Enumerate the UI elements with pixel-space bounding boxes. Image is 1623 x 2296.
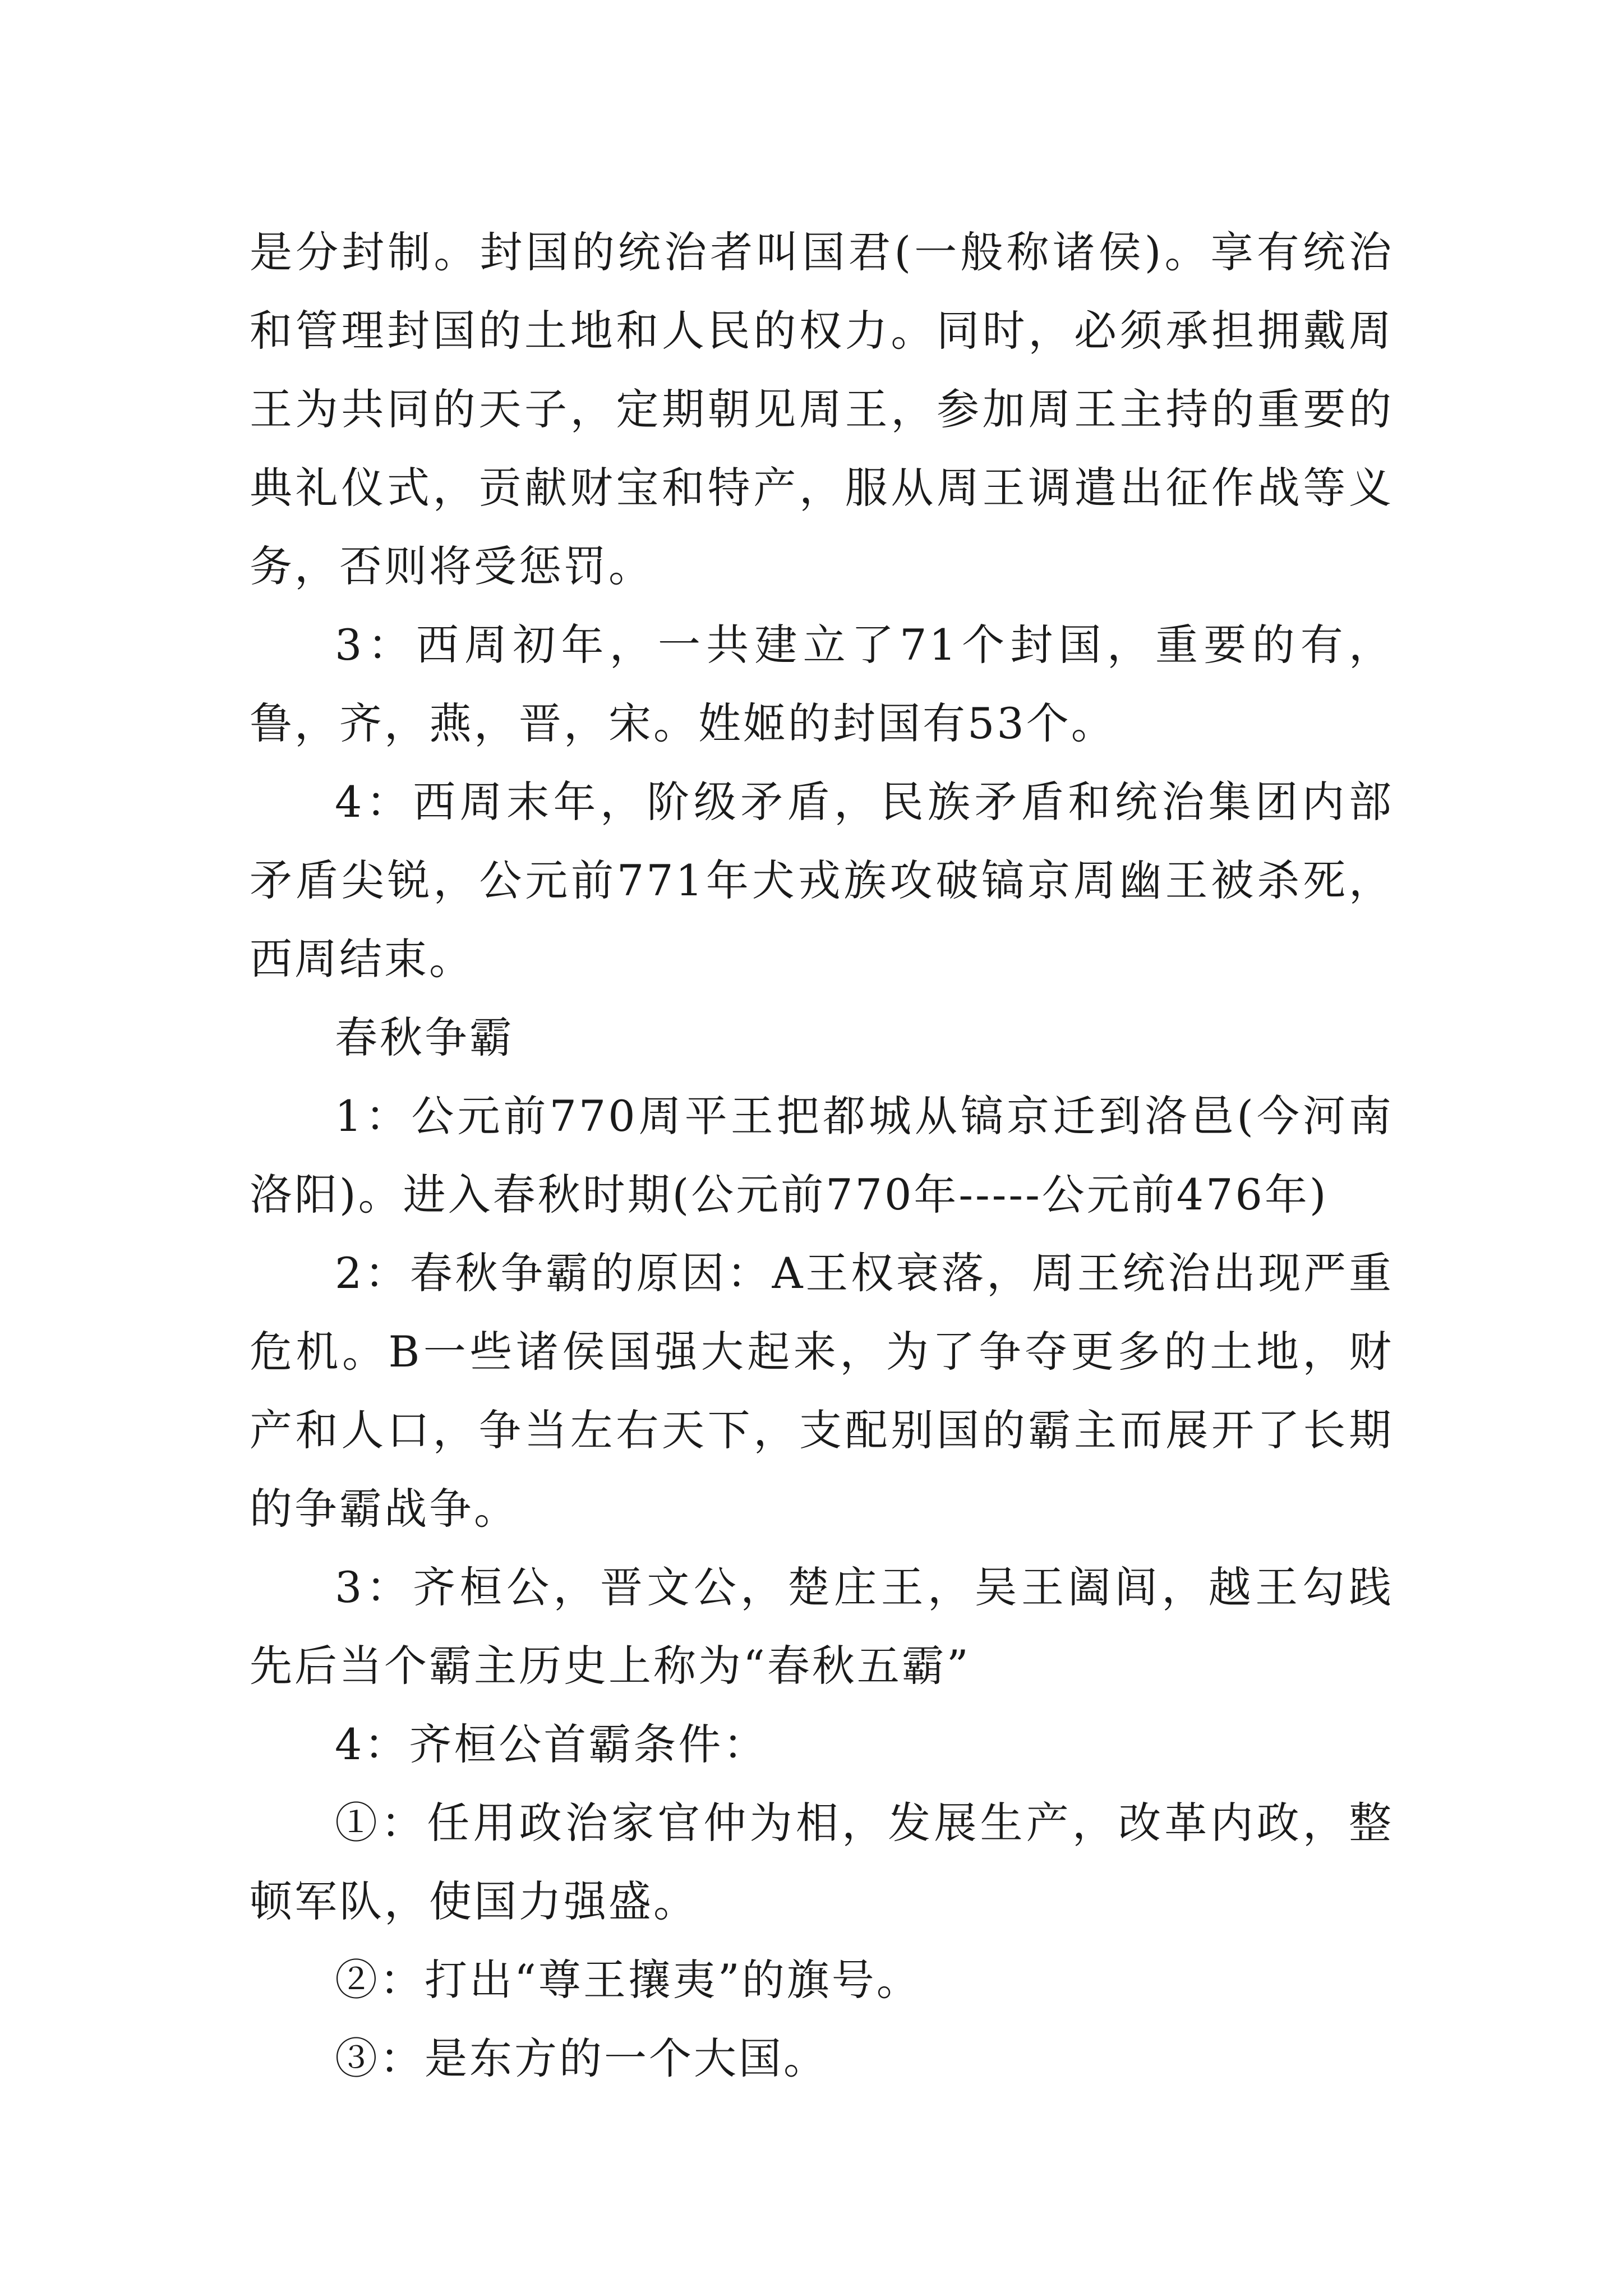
document-body bbox=[250, 213, 1394, 2098]
paragraph-hegemony-causes: 2：春秋争霸的原因：A王权衰落，周王统治出现严重危机。B一些诸侯国强大起来，为了争夺更多的土地，财产和人口，争当左右天下，支配别国的霸主而展开了长期的争霸战争。 bbox=[250, 1248, 1394, 1534]
section-heading-spring-autumn: 春秋争霸 bbox=[335, 1013, 514, 1062]
paragraph-qi-conditions: 4：齐桓公首霸条件： bbox=[335, 1719, 768, 1769]
list-item-condition-1: ①：任用政治家官仲为相，发展生产，改革内政，整顿军队，使国力强盛。 bbox=[250, 1798, 1394, 1926]
paragraph-fengjian-duties: 是分封制。封国的统治者叫国君(一般称诸侯)。享有统治和管理封国的土地和人民的权力。同时，必须承担拥戴周王为共同的天子，定期朝见周王，参加周王主持的重要的典礼仪式，贡献财宝和特产，服从周王调遣出征作战等义务，否则将受惩罚。 bbox=[250, 227, 1394, 591]
list-item-condition-2: ②：打出“尊王攘夷”的旗号。 bbox=[335, 1955, 921, 2005]
list-item-condition-3: ③：是东方的一个大国。 bbox=[335, 2033, 828, 2083]
paragraph-capital-move: 1：公元前770周平王把都城从镐京迁到洛邑(今河南洛阳)。进入春秋时期(公元前770年-----公元前476年) bbox=[250, 1091, 1394, 1220]
paragraph-western-zhou-states: 3：西周初年，一共建立了71个封国，重要的有，鲁，齐，燕，晋，宋。姓姬的封国有53个。 bbox=[250, 620, 1394, 748]
paragraph-five-hegemons: 3：齐桓公，晋文公，楚庄王，吴王阖闾，越王勾践先后当个霸主历史上称为“春秋五霸” bbox=[250, 1562, 1394, 1691]
paragraph-western-zhou-end: 4：西周末年，阶级矛盾，民族矛盾和统治集团内部矛盾尖锐，公元前771年犬戎族攻破镐京周幽王被杀死，西周结束。 bbox=[250, 777, 1394, 984]
